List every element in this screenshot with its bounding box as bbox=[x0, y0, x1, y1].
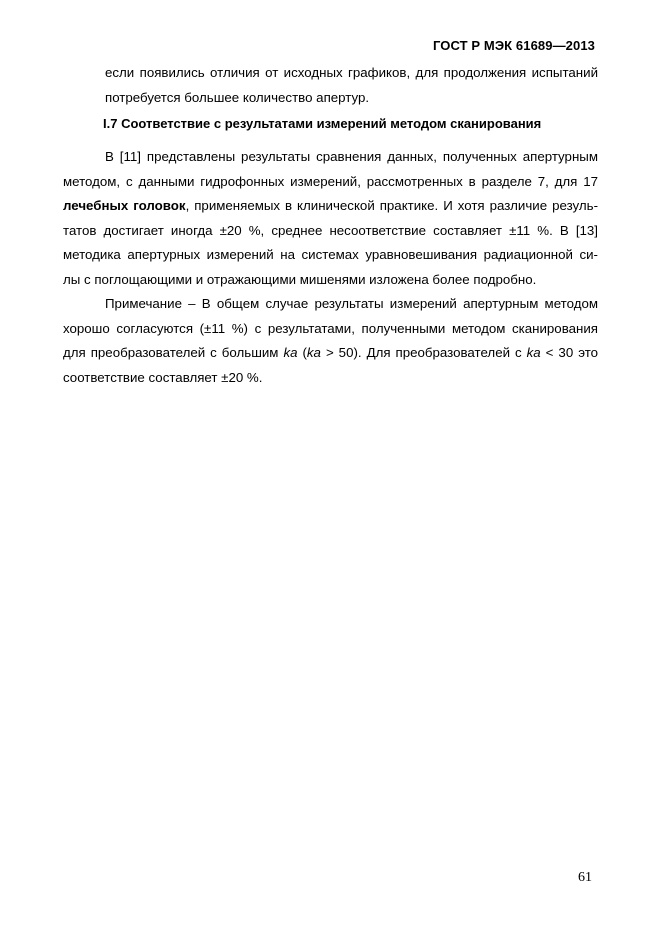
note-line-3-b: ( bbox=[297, 345, 307, 361]
paragraph-line-5: методика апертурных измерений на системах уравновешивания радиационной си- bbox=[63, 247, 598, 263]
note-line-1: Примечание – В общем случае результаты измерений апертурным методом bbox=[105, 296, 598, 311]
note-line-3-c: > 50). Для преобразователей с bbox=[320, 345, 527, 361]
note-line-3 bbox=[63, 341, 598, 366]
ka-term-2: ka bbox=[306, 345, 321, 361]
note-line-3-a: для преобразователей с большим bbox=[63, 345, 284, 361]
note-line-2: хорошо согласуются (±11 %) с результатами, полученными методом сканирования bbox=[63, 320, 598, 336]
note-line-3-d: < 30 это bbox=[540, 345, 599, 361]
bold-term: лечебных головок bbox=[63, 198, 186, 214]
document-header-id: ГОСТ Р МЭК 61689—2013 bbox=[432, 38, 595, 53]
paragraph-line-4: татов достигает иногда ±20 %, среднее несоответствие составляет ±11 %. В [13] bbox=[63, 222, 598, 238]
note-line-4: соответствие составляет ±20 %. bbox=[63, 369, 263, 385]
continuation-line-2: потребуется большее количество апертур. bbox=[105, 89, 370, 105]
paragraph-line-6: лы с поглощающими и отражающими мишенями изложена более подробно. bbox=[63, 271, 537, 287]
paragraph-line-2: методом, с данными гидрофонных измерений, рассмотренных в разделе 7, для 17 bbox=[63, 173, 598, 189]
ka-term-3: ka bbox=[526, 345, 541, 361]
paragraph-line-3-rest: , применяемых в клинической практике. И хотя различие резуль- bbox=[185, 198, 598, 214]
note-paragraph bbox=[63, 292, 598, 390]
paragraph-line-3 bbox=[63, 194, 598, 219]
paragraph-line-1: В [11] представлены результаты сравнения данных, полученных апертурным bbox=[105, 149, 598, 164]
continuation-line-1: если появились отличия от исходных графиков, для продолжения испытаний bbox=[105, 65, 598, 80]
ka-term-1: ka bbox=[283, 345, 298, 361]
section-heading: I.7 Соответствие с результатами измерений методом сканирования bbox=[103, 116, 542, 131]
section-paragraph bbox=[63, 145, 598, 293]
page-number: 61 bbox=[578, 870, 592, 885]
continuation-paragraph bbox=[63, 61, 598, 110]
